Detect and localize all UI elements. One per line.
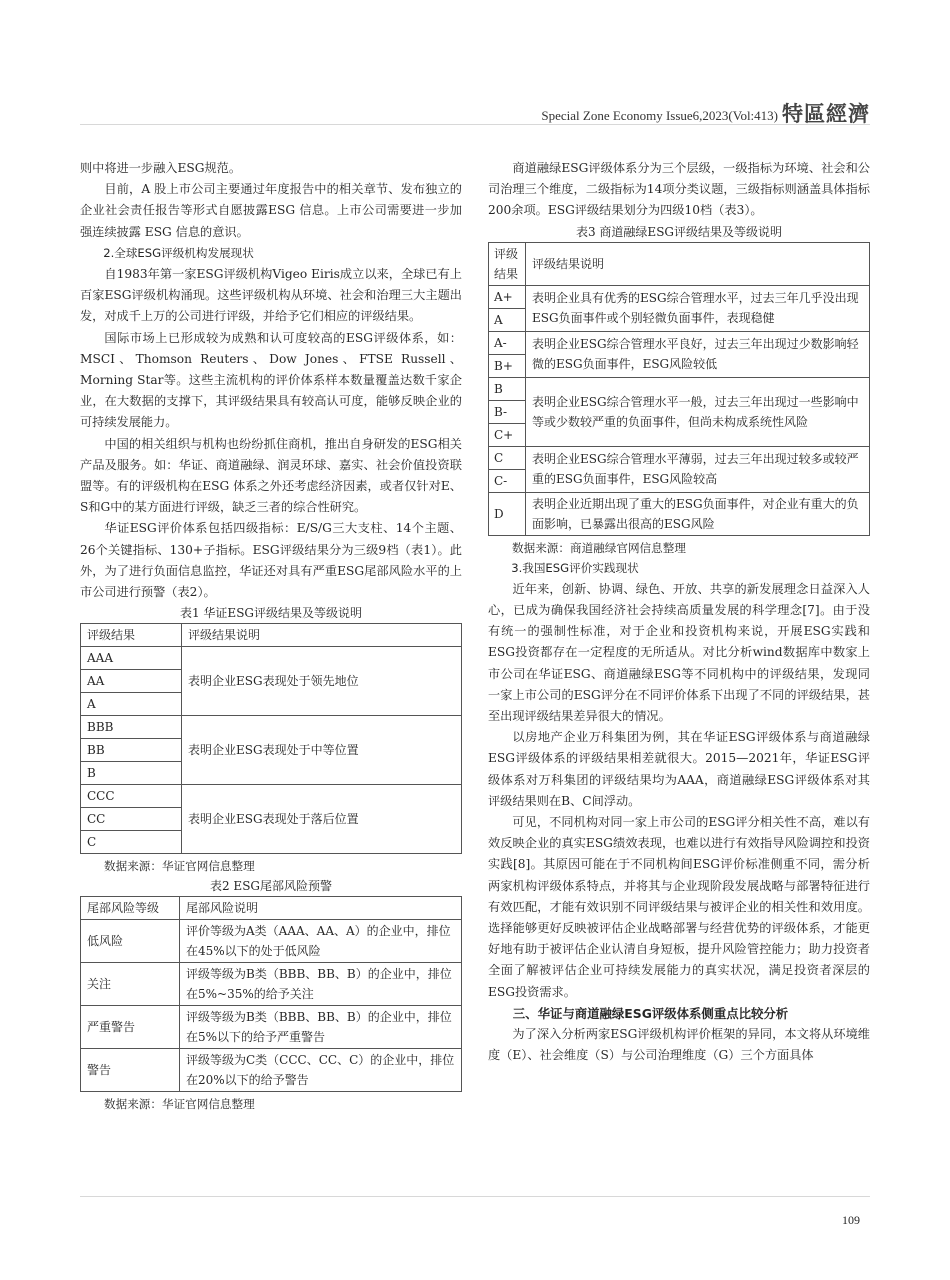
paragraph: 中国的相关组织与机构也纷纷抓住商机，推出自身研发的ESG相关产品及服务。如：华证、商道融绿、润灵环球、嘉实、社会价值投资联盟等。有的评级机构在ESG 体系之外还考虑经济因素，或者仅针对E、S和G中的某方面进行评级，缺乏三者的综合性研究。 xyxy=(80,436,462,515)
paragraph: 目前，A 股上市公司主要通过年度报告中的相关章节、发布独立的企业社会责任报告等形式自愿披露ESG 信息。上市公司需要进一步加强连续披露 ESG 信息的意识。 xyxy=(80,182,462,239)
grade-cell: C- xyxy=(489,469,526,492)
journal-info: Special Zone Economy Issue6,2023(Vol:413) xyxy=(541,108,778,123)
grade-cell: B- xyxy=(489,400,526,423)
grade-cell: D xyxy=(489,492,526,535)
paragraph: 以房地产企业万科集团为例，其在华证ESG评级体系与商道融绿ESG评级体系的评级结果相差就很大。2015—2021年，华证ESG评级体系对万科集团的评级结果均为AAA，商道融绿ESG评级体系对其评级结果则在B、C间浮动。 xyxy=(488,730,870,808)
paragraph: 为了深入分析两家ESG评级机构评价框架的异同，本文将从环境维度（E）、社会维度（S）与公司治理维度（G）三个方面具体 xyxy=(488,1027,870,1063)
risk-level: 严重警告 xyxy=(81,1006,180,1049)
table3 xyxy=(488,242,870,536)
grade-cell: AA xyxy=(81,670,182,693)
paragraph: 近年来，创新、协调、绿色、开放、共享的新发展理念日益深入人心，已成为确保我国经济社会持续高质量发展的科学理念[7]。由于没有统一的强制性标准，对于企业和投资机构来说，开展ESG实践和ESG投资都存在一定程度的无所适从。对比分析wind数据库中数家上市公司在华证ESG、商道融绿ESG等不同机构中的评级结果，发现同一家上市公司的ESG评分在不同评价体系下出现了不同的评级结果，甚至出现评级结果差异很大的情况。 xyxy=(488,581,870,724)
risk-desc: 评级等级为C类（CCC、CC、C）的企业中，排位在20%以下的给予警告 xyxy=(180,1049,462,1092)
left-column xyxy=(80,158,462,1114)
grade-desc: 表明企业ESG综合管理水平一般，过去三年出现过一些影响中等或少数较严重的负面事件，但尚未构成系统性风险 xyxy=(526,377,870,446)
table-header: 评级结果说明 xyxy=(182,624,462,647)
risk-level: 低风险 xyxy=(81,920,180,963)
table-header: 评级结果 xyxy=(489,242,526,285)
subsection-heading: 2.全球ESG评级机构发展现状 xyxy=(103,245,254,260)
footer-rule xyxy=(80,1196,870,1197)
table-header: 尾部风险等级 xyxy=(81,897,180,920)
table-header: 评级结果 xyxy=(81,624,182,647)
grade-desc: 表明企业具有优秀的ESG综合管理水平，过去三年几乎没出现ESG负面事件或个别轻微负面事件，表现稳健 xyxy=(526,285,870,331)
grade-cell: A- xyxy=(489,331,526,354)
grade-cell: A+ xyxy=(489,285,526,308)
grade-desc: 表明企业ESG表现处于领先地位 xyxy=(182,647,462,716)
grade-cell: CCC xyxy=(81,785,182,808)
risk-desc: 评级等级为B类（BBB、BB、B）的企业中，排位在5%~35%的给予关注 xyxy=(180,963,462,1006)
grade-cell: C xyxy=(489,446,526,469)
header-rule xyxy=(80,124,870,125)
paragraph: 华证ESG评价体系包括四级指标：E/S/G三大支柱、14个主题、26个关键指标、130+子指标。ESG评级结果分为三级9档（表1）。此外，为了进行负面信息监控，华证还对具有严重ESG尾部风险水平的上市公司进行预警（表2）。 xyxy=(80,521,462,600)
table2 xyxy=(80,896,462,1092)
table2-source: 数据来源：华证官网信息整理 xyxy=(104,1097,255,1112)
grade-cell: B xyxy=(81,762,182,785)
table-header: 评级结果说明 xyxy=(526,242,870,285)
grade-cell: A xyxy=(489,308,526,331)
grade-desc: 表明企业ESG表现处于落后位置 xyxy=(182,785,462,854)
grade-cell: AAA xyxy=(81,647,182,670)
table1-source: 数据来源：华证官网信息整理 xyxy=(104,859,255,874)
page-number: 109 xyxy=(842,1213,860,1227)
grade-desc: 表明企业近期出现了重大的ESG负面事件，对企业有重大的负面影响，已暴露出很高的ESG风险 xyxy=(526,492,870,535)
table-header: 尾部风险说明 xyxy=(180,897,462,920)
grade-cell: BB xyxy=(81,739,182,762)
risk-desc: 评价等级为A类（AAA、AA、A）的企业中，排位在45%以下的处于低风险 xyxy=(180,920,462,963)
risk-level: 警告 xyxy=(81,1049,180,1092)
paragraph: 商道融绿ESG评级体系分为三个层级，一级指标为环境、社会和公司治理三个维度，二级指标为14项分类议题，三级指标则涵盖具体指标200余项。ESG评级结果划分为四级10档（表3）。 xyxy=(488,161,870,218)
paragraph: 国际市场上已形成较为成熟和认可度较高的ESG评级体系，如：MSCI、Thomson Reuters、Dow Jones、FTSE Russell、Morning Star等。这些主流机构的评价体系样本数量覆盖达数千家企业，在大数据的支撑下，其评级结果具有较高认可度，能够反映企业的可持续发展能力。 xyxy=(80,330,462,430)
table3-source: 数据来源：商道融绿官网信息整理 xyxy=(512,540,686,555)
table1 xyxy=(80,623,462,854)
section-heading: 三、华证与商道融绿ESG评级体系侧重点比较分析 xyxy=(512,1005,789,1021)
grade-cell: C+ xyxy=(489,423,526,446)
table2-caption: 表2 ESG尾部风险预警 xyxy=(209,879,333,894)
grade-cell: BBB xyxy=(81,716,182,739)
grade-cell: A xyxy=(81,693,182,716)
grade-cell: B+ xyxy=(489,354,526,377)
grade-cell: CC xyxy=(81,808,182,831)
subsection-heading: 3.我国ESG评价实践现状 xyxy=(511,560,639,575)
page-header xyxy=(80,96,870,126)
grade-desc: 表明企业ESG综合管理水平薄弱，过去三年出现过较多或较严重的ESG负面事件，ESG风险较高 xyxy=(526,446,870,492)
risk-desc: 评级等级为B类（BBB、BB、B）的企业中，排位在5%以下的给予严重警告 xyxy=(180,1006,462,1049)
table1-caption: 表1 华证ESG评级结果及等级说明 xyxy=(179,606,363,621)
grade-desc: 表明企业ESG表现处于中等位置 xyxy=(182,716,462,785)
paragraph: 可见，不同机构对同一家上市公司的ESG评分相关性不高，难以有效反映企业的真实ESG绩效表现，也难以进行有效指导风险调控和投资实践[8]。其原因可能在于不同机构间ESG评价标准侧重不同，需分析两家机构评级体系特点，并将其与企业现阶段发展战略与部署特征进行有效匹配，才能有效识别不同评级结果与被评企业的相关性和效用度。选择能够更好反映被评估企业战略部署与经营优势的评级体系，才能更好地有助于被评估企业认清自身短板，提升风险管控能力；助力投资者全面了解被评估企业可持续发展能力的真实状况，满足投资者深层的ESG投资需求。 xyxy=(488,815,870,999)
table3-caption: 表3 商道融绿ESG评级结果及等级说明 xyxy=(575,224,783,239)
paragraph: 自1983年第一家ESG评级机构Vigeo Eiris成立以来，全球已有上百家ESG评级机构涌现。这些评级机构从环境、社会和治理三大主题出发，对成千上万的公司进行评级，并给予它们相应的评级结果。 xyxy=(80,267,462,324)
grade-cell: B xyxy=(489,377,526,400)
paragraph: 则中将进一步融入ESG规范。 xyxy=(80,161,242,175)
journal-logo: 特區經濟 xyxy=(782,101,870,126)
right-column xyxy=(488,158,870,1066)
grade-desc: 表明企业ESG综合管理水平良好，过去三年出现过少数影响轻微的ESG负面事件，ESG风险较低 xyxy=(526,331,870,377)
risk-level: 关注 xyxy=(81,963,180,1006)
grade-cell: C xyxy=(81,831,182,854)
